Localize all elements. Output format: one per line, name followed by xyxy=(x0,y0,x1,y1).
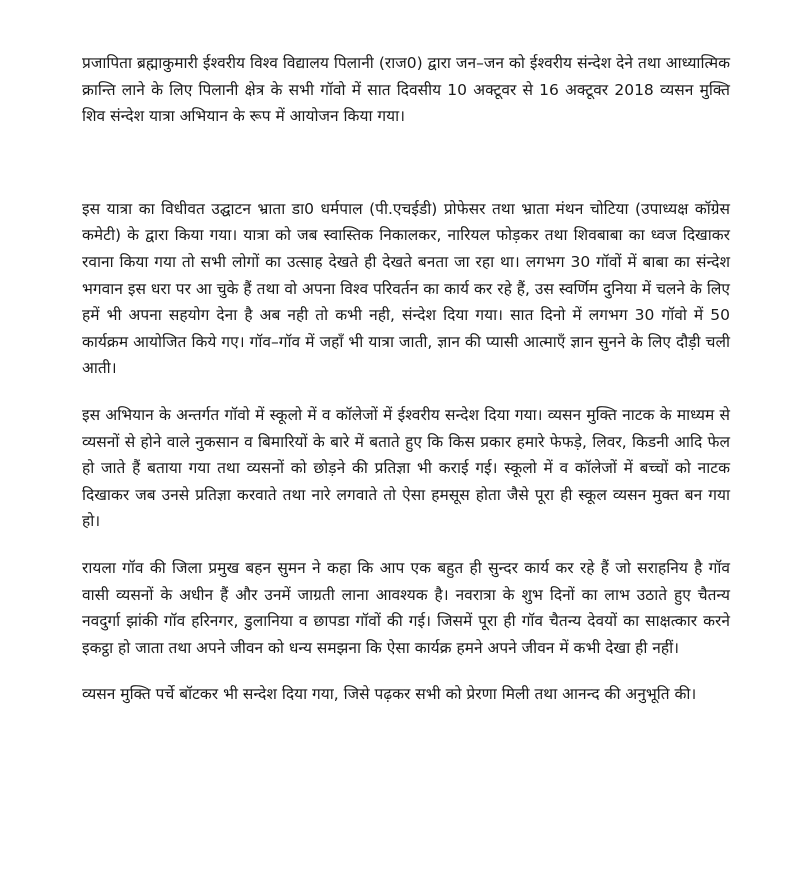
paragraph-intro: प्रजापिता ब्रह्माकुमारी ईश्वरीय विश्व विद्यालय पिलानी (राज0) द्वारा जन–जन को ईश्वरीय संन्देश देने तथा आध्यात्मिक क्रान्ति लाने के लिए पिलानी क्षेत्र के सभी गॉवो में सात दिवसीय 10 अक्टूवर से 16 अक्टूवर 2018 व्यसन मुक्ति शिव संन्देश यात्रा अभियान के रूप में आयोजन किया गया। xyxy=(82,54,730,126)
paragraph-village-navratra: रायला गॉव की जिला प्रमुख बहन सुमन ने कहा कि आप एक बहुत ही सुन्दर कार्य कर रहे हैं जो सराहनिय है गॉव वासी व्यसनों के अधीन हैं और उनमें जाग्रती लाना आवश्यक है। नवरात्रा के शुभ दिनों का लाभ उठाते हुए चैतन्य नवदुर्गा झांकी गॉव हरिनगर, डुलानिया व छापडा गॉवों की गई। जिसमें पूरा ही गॉव चैतन्य देवयों का साक्षत्कार करने इकट्ठा हो जाता तथा अपने जीवन को धन्य समझना कि ऐसा कार्यक्र हमने अपने जीवन में कभी देखा ही नहीं। xyxy=(82,558,730,657)
paragraph-pamphlets: व्यसन मुक्ति पर्चे बॉटकर भी सन्देश दिया गया, जिसे पढ़कर सभी को प्रेरणा मिली तथा आनन्द की अनुभूति की। xyxy=(82,685,697,704)
paragraph-inauguration: इस यात्रा का विधीवत उद्घाटन भ्राता डा0 धर्मपाल (पी.एचईडी) प्रोफेसर तथा भ्राता मंथन चोटिया (उपाध्यक्ष कॉग्रेस कमेटी) के द्वारा किया गया। यात्रा को जब स्वास्तिक निकालकर, नारियल फोड़कर तथा शिवबाबा का ध्वज दिखाकर रवाना किया गया तो सभी लोगों का उत्साह देखते ही देखते बनता जा रहा था। लगभग 30 गॉवों में बाबा का संन्देश भगवान इस धरा पर आ चुके हैं तथा वो अपना विश्व परिवर्तन का कार्य कर रहे हैं, उस स्वर्णिम दुनिया में चलने के लिए हमें भी अपना सहयोग देना है अब नही तो कभी नही, संन्देश दिया गया। सात दिनो में लगभग 30 गॉवो में 50 कार्यक्रम आयोजित किये गए। गॉव–गॉव में जहॉं भी यात्रा जाती, ज्ञान की प्यासी आत्माऍं ज्ञान सुनने के लिए दौड़ी चली आती। xyxy=(82,199,730,378)
paragraph-campaign: इस अभियान के अन्तर्गत गॉवो में स्कूलो में व कॉलेजों में ईश्वरीय सन्देश दिया गया। व्यसन मुक्ति नाटक के माध्यम से व्यसनों से होने वाले नुकसान व बिमारियों के बारे में बताते हुए कि किस प्रकार हमारे फेफड़े, लिवर, किडनी आदि फेल हो जाते हैं बताया गया तथा व्यसनों को छोड़ने की प्रतिज्ञा भी कराई गई। स्कूलो में व कॉलेजों में बच्चों को नाटक दिखाकर जब उनसे प्रतिज्ञा करवाते तथा नारे लगवाते तो ऐसा हमसूस होता जैसे पूरा ही स्कूल व्यसन मुक्त बन गया हो। xyxy=(82,405,730,531)
